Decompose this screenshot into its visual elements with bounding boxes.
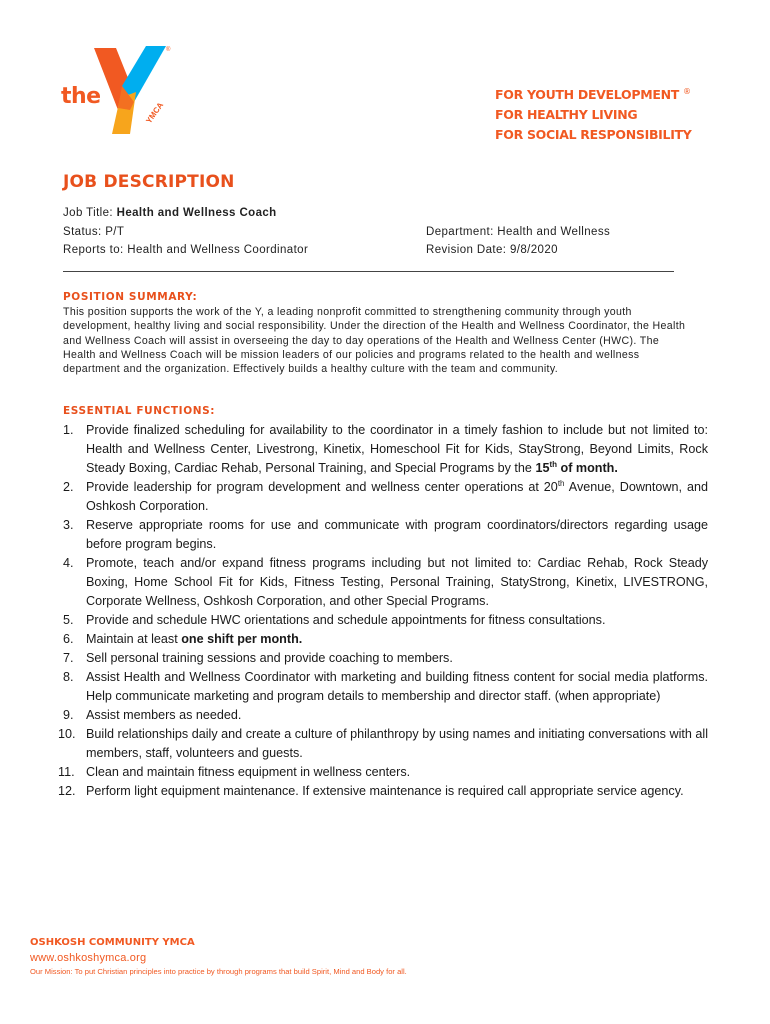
job-title-line: [63, 207, 277, 219]
tagline-social: FOR SOCIAL RESPONSIBILITY: [495, 127, 692, 143]
divider: [63, 271, 674, 272]
essential-functions-list: [58, 421, 708, 801]
registered-mark: ®: [683, 87, 691, 96]
footer-org-name: OSHKOSH COMMUNITY YMCA: [30, 937, 195, 948]
job-title-label: Job Title:: [63, 207, 117, 219]
department-line: Department: Health and Wellness: [426, 226, 611, 238]
list-item: 6. Maintain at least one shift per month.: [63, 632, 303, 646]
logo-wordmark: the: [61, 84, 101, 109]
svg-text:®: ®: [166, 47, 171, 53]
position-summary-text: This position supports the work of the Y, a leading nonprofit committed to strengthening community through youth development, healthy living and social responsibility. Under the direction of the Health and Wellness Coordinator, the Health and Wellness Coach will assist in overseeing the day to day operations of the Health and Wellness Center (HWC). The Health and Wellness Coach will be mission leaders of our policies and programs related to the health and wellness department and the organization. Effectively builds a healthy culture with the team and community.: [63, 306, 686, 376]
essential-functions-heading: ESSENTIAL FUNCTIONS:: [63, 405, 216, 417]
position-summary-heading: POSITION SUMMARY:: [63, 291, 198, 303]
status-line: Status: P/T: [63, 226, 125, 238]
revision-date-line: Revision Date: 9/8/2020: [426, 244, 558, 256]
list-item: 8. Assist Health and Wellness Coordinator with marketing and building fitness content for social media platforms. Help communicate marketing and program details to membership and director staff. (when appropriate): [63, 670, 708, 703]
reports-to-line: Reports to: Health and Wellness Coordinator: [63, 244, 309, 256]
list-item: 11. Clean and maintain fitness equipment in wellness centers.: [58, 765, 411, 779]
ymca-logo: [58, 42, 188, 138]
logo-ymca-text: YMCA: [144, 100, 166, 126]
list-item: 2. Provide leadership for program development and wellness center operations at 20th Avenue, Downtown, and Oshkosh Corporation.: [63, 478, 708, 513]
tagline-healthy: FOR HEALTHY LIVING: [495, 107, 638, 123]
list-item: 3. Reserve appropriate rooms for use and communicate with program coordinators/directors regarding usage before program begins.: [63, 518, 708, 551]
footer-mission: Our Mission: To put Christian principles into practice by through programs that build Spirit, Mind and Body for all.: [30, 967, 407, 976]
list-item: 7. Sell personal training sessions and provide coaching to members.: [63, 651, 453, 665]
list-item: 9. Assist members as needed.: [63, 708, 242, 722]
list-item: 5. Provide and schedule HWC orientations and schedule appointments for fitness consultations.: [63, 613, 606, 627]
page-title: JOB DESCRIPTION: [63, 172, 235, 192]
job-title-value: Health and Wellness Coach: [116, 207, 277, 219]
list-item: 4. Promote, teach and/or expand fitness programs including but not limited to: Cardiac Rehab, Rock Steady Boxing, Home School Fit for Kids, Fitness Testing, Personal Training, StatyStrong, Kinetix, LIVESTRONG, Corporate Wellness, Oshkosh Corporation, and other Special Programs.: [63, 556, 708, 608]
list-item: 1. Provide finalized scheduling for availability to the coordinator in a timely fashion to include but not limited to: Health and Wellness Center, Livestrong, Kinetix, Homeschool Fit for Kids, StayStrong, Beyond Limits, Rock Steady Boxing, Cardiac Rehab, Personal Training, and Special Programs by the 15th of month.: [63, 423, 708, 475]
list-item: 10. Build relationships daily and create a culture of philanthropy by using names and initiating conversations with all members, staff, volunteers and guests.: [58, 727, 708, 760]
ymca-taglines: [495, 82, 692, 145]
list-item: 12. Perform light equipment maintenance. If extensive maintenance is required call appropriate service agency.: [58, 784, 684, 798]
footer-website-link[interactable]: www.oshkoshymca.org: [30, 952, 147, 964]
tagline-youth: FOR YOUTH DEVELOPMENT ®: [495, 87, 691, 103]
